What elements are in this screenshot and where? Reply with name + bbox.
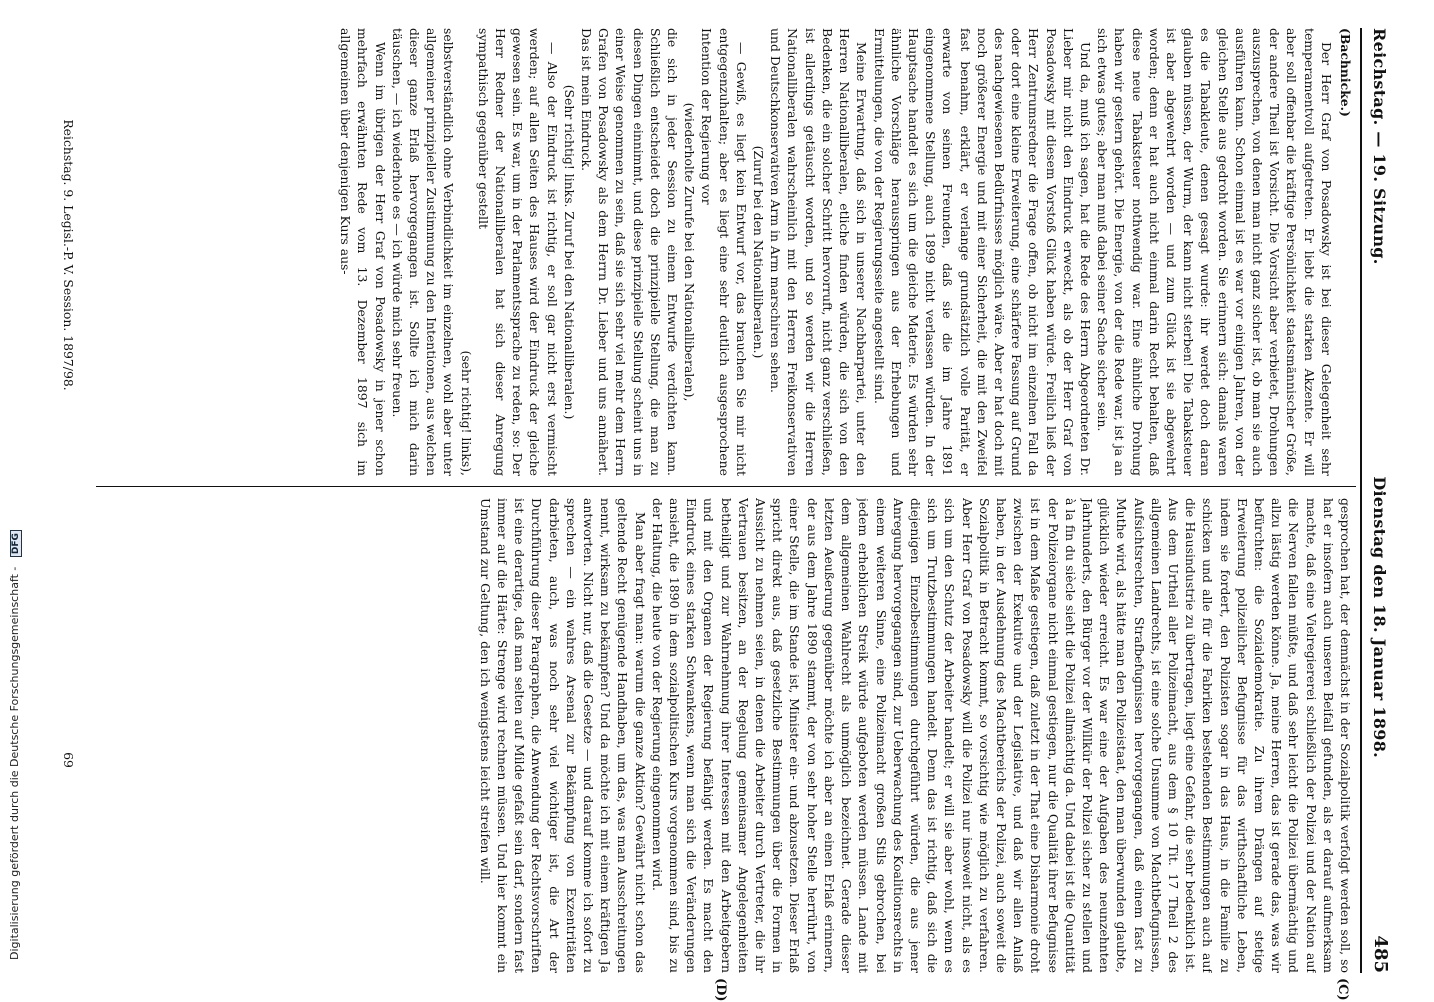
digitization-note [8,0,28,960]
header-rule [1360,28,1362,973]
footer-signature-number: 69 [61,560,76,960]
paragraph: die sich in jeder Session zu einem Entwurfe verdichten kann. Schließlich entscheidet doch die prinzipielle Stellung, die man zu diesen Dingen einnimmt, und diese prinzipielle Stellung scheint uns in einer Weise genommen zu sein, daß sie sich sehr viel mehr dem Herrn Grafen von Posadowsky als dem Herrn Dr. Lieber und uns annähert. Das ist mein Eindruck. [578,28,681,476]
paragraph: gesprochen hat, der demnächst in der Sozialpolitik verfolgt werden soll, so hat er insofern auch unseren Beifall gefunden, als er darauf aufmerksam machte, daß eine Vielregiererei schließlich der Polizei und der Nation auf die Nerven fallen müßte, und daß sehr leicht die Polizei übermächtig und allzu lästig werden könne. Ja, meine Herren, das ist gerade das, was wir befürchten: die Sozialdemokratie. Zu ihrem Drängen auf stetige Erweiterung polizeilicher Befugnisse für das wirthschaftliche Leben, indem sie fordert, den Polizisten sogar in das Haus, in die Familie zu schicken und alle für die Fabriken bestehenden Bestimmungen auch auf die Hausindustrie zu übertragen, liegt eine Gefahr, die sehr bedenklich ist. Aus dem Urtheil aller Polizeimacht, aus dem § 10 Tit. 17 Theil 2 des allgemeinen Landrechts, ist eine solche Unsumme von Machtbefugnissen, Aufsichtsrechten, Strafbefugnissen hervorgegangen, daß einem fast zu Muthe wird, als hätte man den Polizeistaat, den man überwunden glaubte, glücklich wieder erreicht. Es war eine der Aufgaben des neunzehnten Jahrhunderts, den Bürger vor der Willkür der Polizei sicher zu stellen und à la fin du siècle sieht die Polizei allmächtig da. Und dabei ist die Quantität der Polizeiorgane nicht einmal gestiegen, nur die Qualität ihrer Befugnisse ist in dem Maße gestiegen, daß zuletzt in der That eine Disharmonie droht zwischen der Exekutive und der Legislative, und daß wir allen Anlaß haben, in der Ausdehnung des Machtbereichs der Polizei, auch soweit die Sozialpolitik in Betracht kommt, so vorsichtig wie möglich zu verfahren. Aber Herr Graf von Posadowsky will die Polizei nur insoweit nicht, als es sich um den Schutz der Arbeiter handelt; er will sie aber wohl, wenn es sich um Trutzbestimmungen handelt. Denn das ist richtig, daß sich die diejenigen Einzelbestimmungen durchgeführt würden, die aus jener Anregung hervorgegangen sind, zur Ueberwachung des Koalitionsrechts in einem weiteren Sinne, eine Polizeimacht großen Stils gebrochen, bei jedem erheblichen Streik würde aufgeboten werden müssen. Lande mit dem allgemeinen Wahlrecht als unmöglich bezeichnet. Gerade dieser letzten Aeußerung gegenüber möchte ich aber an einen Erlaß erinnern, der aus dem Jahre 1890 stammt, der von sehr hoher Stelle herrührt, von einer Stelle, die im Stande ist, Minister ein- und abzusetzen. Dieser Erlaß spricht direkt aus, daß gesetzliche Bestimmungen über die Formen in Aussicht zu nehmen seien, in denen die Arbeiter durch Vertreter, die ihr Vertrauen besitzen, an der Regelung gemeinsamer Angelegenheiten betheiligt und zur Wahrnehmung ihrer Interessen mit den Arbeitgebern und mit den Organen der Regierung befähigt werden. Es macht den Eindruck eines starken Schwankens, wenn man sich die Veränderungen ansieht, die 1890 in dem sozialpolitischen Kurs vorgenommen sind, bis zu der Haltung, die heute von der Regierung eingenommen wird. [649,498,1354,973]
paragraph: Man aber fragt man: warum die ganze Aktion? Gewährt nicht schon das geltende Recht genügende Handhaben, um das, was man Ausschreitungen nennt, wirksam zu bekämpfen? Und da möchte ich mit einem kräftigen Ja antworten. Nicht nur, daß die Gesetze — und darauf komme ich sofort zu sprechen — ein wahres Arsenal zur Bekämpfung von Exzentritäten darbieten, auch, was noch sehr viel wichtiger ist, die Art der Durchführung dieser Paragraphen, die Anwendung der Rechtsvorschriften ist eine derartige, daß man selten auf Milde gefaßt sein darf, sondern fast immer auf die Härte: Strenge wird rechnen müssen. Und hier kommt ein Umstand zur Geltung, den ich wenigstens leicht streifen will. [477,498,649,973]
margin-marker-d: (D) [713,978,728,1002]
right-column [90,498,1354,973]
page-header [1363,28,1389,973]
paragraph: — Gewiß, es liegt kein Entwurf vor, das brauchen Sie mir nicht entgegenzuhalten; aber es liegt eine sehr deutlich ausgesprochene Intention der Regierung vor [698,28,750,476]
interjection: (sehr richtig! links), [457,28,474,476]
speaker-label: (Bachnicke.) [1337,28,1354,476]
interjection: (Zuruf bei den Nationalliberalen.) [750,28,767,476]
margin-marker-b [709,0,724,1]
paragraph: Und da, muß ich sagen, hat die Rede des Herrn Abgeordneten Dr. Lieber mir nicht den Eindruck erweckt, als ob der Herr Graf von Posadowsky mit diesem Vorstoß Glück haben würde. Freilich ließ der Herr Zentrumsredner die Frage offen, ob nicht im einzelnen Fall da oder dort eine kleine Erweiterung, eine schärfere Fassung auf Grund des nachgewiesenen Bedürfnisses möglich wäre. Aber er hat doch mit noch größerer Energie und mit einer Sicherheit, die mit den Zweifel fast benahm, erklärt, er verlange grundsätzlich volle Parität, er erwarte von seinen Freunden, daß sie die im Jahre 1891 eingenommene Stellung, auch 1899 nicht verlassen würden. In der Hauptsache handelt es sich um die gleiche Materie. Es würden sehr ähnliche Vorschläge herausspringen aus der Erhebungen und Ermittelungen, die von der Regierungsseite angestellt sind. [870,28,1094,476]
interjection: (wiederholte Zurufe bei den Nationalliberalen), [681,28,698,476]
column-divider [96,486,1356,487]
digitization-text: Digitalisierung gefördert durch die Deutsche Forschungsgemeinschaft - [8,567,21,960]
paragraph: Meine Erwartung, daß sich in unserer Nachbarpartei, unter den Herren Nationalliberalen, etliche finden würden, die sich von den Bedenken, die ein solcher Schritt hervorruft, nicht ganz verschließen, ist allerdings getäuscht worden, und so werden wir die Herren Nationalliberalen wahrscheinlich mit den Herren Freikonservativen und Deutschkonservativen Arm in Arm marschiren sehen. [767,28,870,476]
header-left-title: Reichstag. — 19. Sitzung. [1370,28,1389,265]
left-column [90,28,1354,476]
footer-session: Reichstag. 9. Legisl.-P. V. Session. 1897/98. [61,40,76,470]
header-date: Dienstag den 18. Januar 1898. [1370,476,1389,758]
margin-marker-c: (C) [1335,978,1350,1001]
paragraph: selbstverständlich ohne Verbindlichkeit im einzelnen, wohl aber unter allgemeiner prinzipieller Zustimmung zu den Intentionen, aus welchen dieser ganze Erlaß hervorgegangen ist. Sollte ich mich darin täuschen, — ich wiederhole es — ich würde mich sehr freuen. [389,28,458,476]
interjection: (Sehr richtig! links. Zuruf bei den Nationalliberalen.) [561,28,578,476]
paragraph: — Also der Eindruck ist richtig, er soll gar nicht erst vermischt werden; auf allen Seiten des Hauses wird der Eindruck der gleiche gewesen sein. Es war, um in der Parlamentssprache zu reden, so: Der Herr Redner der Nationalliberalen hat sich dieser Anregung sympathisch gegenüber gestellt [475,28,561,476]
paragraph: Wenn im übrigen der Herr Graf von Posadowsky in jener schon mehrfach erwähnten Rede vom 13. Dezember 1897 sich im allgemeinen über denjenigen Kurs aus- [337,28,389,476]
page-number: 485 [1370,935,1391,973]
paragraph: Der Herr Graf von Posadowsky ist bei dieser Gelegenheit sehr temperamentvoll aufgetreten. Er liebt die starken Akzente. Er will aber soll offenbar die kräftige Persönlichkeit staatsmännischer Größe, der andere Theil ist Vorsicht. Die Vorsicht aber verbietet, Drohungen auszusprechen, von denen man nicht ganz sicher ist, ob man sie auch ausführen kann. Schon einmal ist es war vor einigen Jahren, von der gleichen Stelle aus gedroht worden. Sie erinnern sich: damals waren es die Tabakleute, denen gesagt wurde: ihr werdet doch daran glauben müssen, der Wurm, der kann nicht sterben! Die Tabaksteuer ist aber abgewehrt worden — und zum Glück ist sie abgewehrt worden; denn er hat auch nicht einmal darin Recht behalten, daß diese neue Tabaksteuer nothwendig war. Eine ähnliche Drohung haben wir gestern gehört. Die Energie, von der die Rede war, ist ja an sich etwas gutes; aber man muß dabei seiner Sache sicher sein. [1094,28,1335,476]
dfg-logo-icon: DFG [10,530,22,557]
